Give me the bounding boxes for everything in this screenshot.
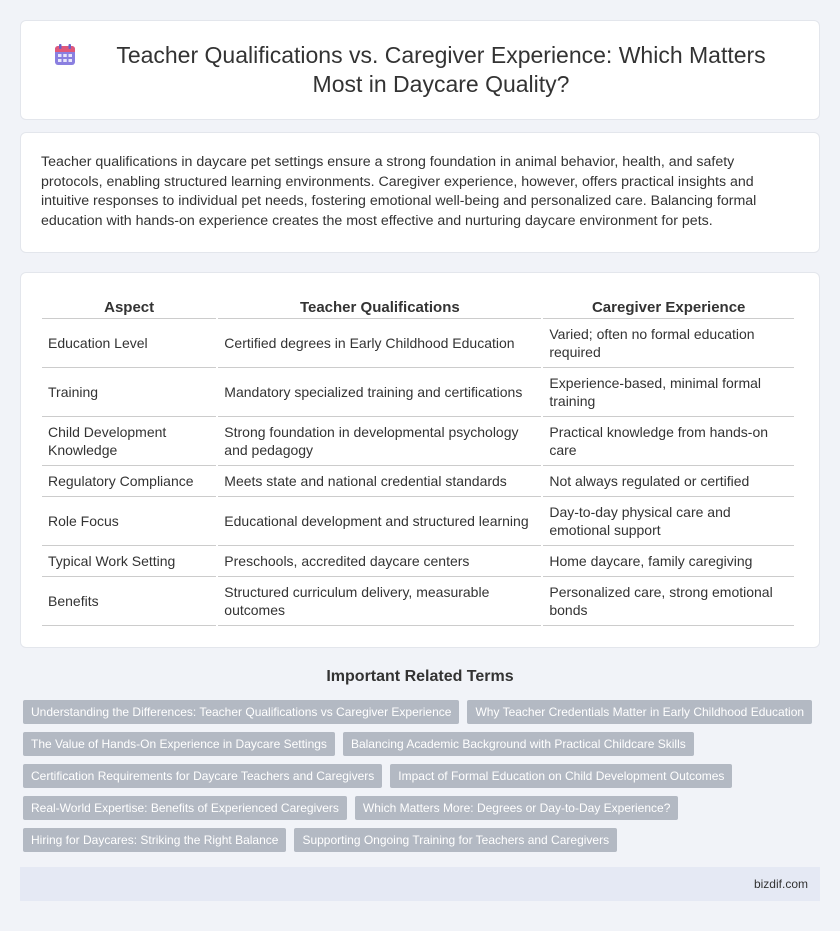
table-cell: Structured curriculum delivery, measurable outcomes	[218, 577, 541, 626]
tag-row	[23, 796, 823, 820]
table-cell: Mandatory specialized training and certifications	[218, 368, 541, 417]
table-row	[42, 368, 794, 417]
related-terms-list	[23, 700, 823, 860]
table-cell: Strong foundation in developmental psychology and pedagogy	[218, 417, 541, 466]
table-row	[42, 497, 794, 546]
related-term-tag[interactable]: Supporting Ongoing Training for Teachers and Caregivers	[294, 828, 617, 852]
related-term-tag[interactable]: Impact of Formal Education on Child Development Outcomes	[390, 764, 732, 788]
intro-card	[20, 132, 820, 253]
table-cell: Meets state and national credential standards	[218, 466, 541, 497]
title-card	[20, 20, 820, 120]
table-cell: Personalized care, strong emotional bonds	[543, 577, 794, 626]
table-cell: Preschools, accredited daycare centers	[218, 546, 541, 577]
header-teacher-qualifications: Teacher Qualifications	[218, 289, 541, 319]
comparison-table-card	[20, 272, 820, 648]
related-term-tag[interactable]: Hiring for Daycares: Striking the Right Balance	[23, 828, 286, 852]
table-cell: Certified degrees in Early Childhood Education	[218, 319, 541, 368]
related-terms-title: Important Related Terms	[326, 668, 514, 685]
footer-site-name[interactable]: bizdif.com	[753, 877, 808, 891]
table-cell: Benefits	[42, 577, 216, 626]
calendar-icon	[51, 41, 79, 69]
related-term-tag[interactable]: Real-World Expertise: Benefits of Experienced Caregivers	[23, 796, 347, 820]
table-cell: Home daycare, family caregiving	[543, 546, 794, 577]
table-row	[42, 577, 794, 626]
table-cell: Educational development and structured learning	[218, 497, 541, 546]
table-cell: Experience-based, minimal formal training	[543, 368, 794, 417]
table-row	[42, 546, 794, 577]
tag-row	[23, 828, 823, 852]
table-cell: Regulatory Compliance	[42, 466, 216, 497]
table-row	[42, 466, 794, 497]
table-cell: Practical knowledge from hands-on care	[543, 417, 794, 466]
table-header-row	[42, 289, 794, 319]
table-row	[42, 417, 794, 466]
tag-row	[23, 764, 823, 788]
table-cell: Varied; often no formal education required	[543, 319, 794, 368]
table-cell: Not always regulated or certified	[543, 466, 794, 497]
tag-row	[23, 700, 823, 724]
page-title: Teacher Qualifications vs. Caregiver Experience: Which Matters Most in Daycare Quality?	[116, 42, 766, 97]
related-term-tag[interactable]: Certification Requirements for Daycare Teachers and Caregivers	[23, 764, 382, 788]
header-aspect: Aspect	[42, 289, 216, 319]
related-term-tag[interactable]: Which Matters More: Degrees or Day-to-Day Experience?	[355, 796, 678, 820]
table-cell: Education Level	[42, 319, 216, 368]
intro-paragraph: Teacher qualifications in daycare pet settings ensure a strong foundation in animal behavior, health, and safety protocols, enabling structured learning environments. Caregiver experience, however, offers practical insights and intuitive responses to individual pet needs, fostering emotional well-being and personalized care. Balancing formal education with hands-on experience creates the most effective and nurturing daycare environment for pets.	[41, 154, 757, 229]
table-cell: Training	[42, 368, 216, 417]
related-term-tag[interactable]: Understanding the Differences: Teacher Qualifications vs Caregiver Experience	[23, 700, 459, 724]
related-term-tag[interactable]: Why Teacher Credentials Matter in Early Childhood Education	[467, 700, 812, 724]
table-cell: Typical Work Setting	[42, 546, 216, 577]
related-term-tag[interactable]: Balancing Academic Background with Practical Childcare Skills	[343, 732, 694, 756]
tag-row	[23, 732, 823, 756]
table-row	[42, 319, 794, 368]
comparison-table	[40, 289, 796, 626]
table-cell: Child Development Knowledge	[42, 417, 216, 466]
related-term-tag[interactable]: The Value of Hands-On Experience in Daycare Settings	[23, 732, 335, 756]
header-caregiver-experience: Caregiver Experience	[543, 289, 794, 319]
footer	[20, 867, 820, 901]
table-cell: Day-to-day physical care and emotional support	[543, 497, 794, 546]
table-cell: Role Focus	[42, 497, 216, 546]
